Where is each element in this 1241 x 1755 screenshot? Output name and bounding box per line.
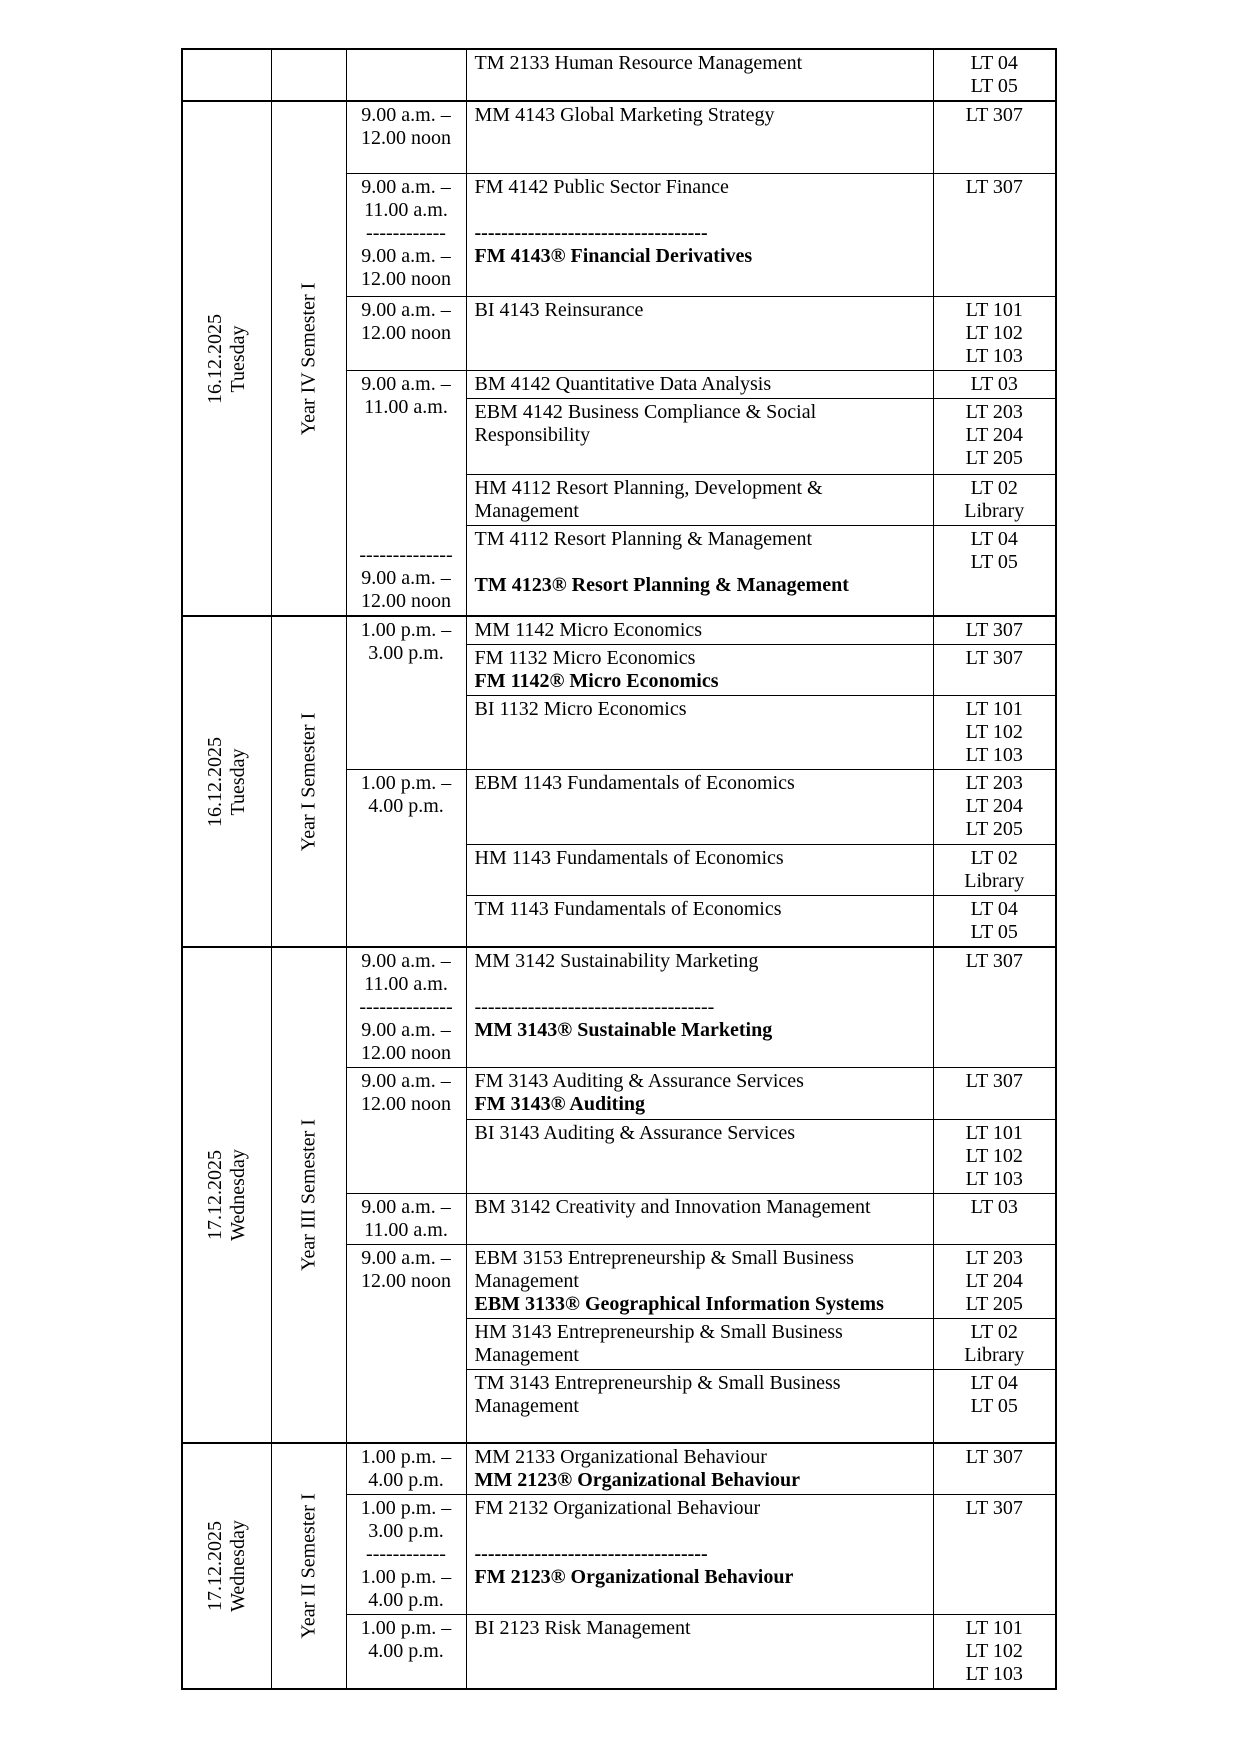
venue-cell <box>933 398 1056 474</box>
venue-line: LT 05 <box>970 550 1018 573</box>
course-line-relocated: TM 4123® Resort Planning & Management <box>474 573 849 596</box>
time-cell-empty <box>346 49 466 101</box>
venue-cell <box>933 770 1056 845</box>
time-cell <box>346 1443 466 1495</box>
venue-cell <box>933 525 1056 616</box>
venue-cell <box>933 296 1056 370</box>
blank-line <box>475 551 929 574</box>
time-line: 12.00 noon <box>361 321 451 344</box>
time-line: 11.00 a.m. <box>364 198 448 221</box>
time-line: 1.00 p.m. – <box>360 619 452 641</box>
time-line: 12.00 noon <box>361 1042 451 1064</box>
year-cell <box>271 101 346 616</box>
course-line: FM 1132 Micro Economics <box>474 647 696 669</box>
year-cell-empty <box>271 49 346 101</box>
venue-line: LT 102 <box>965 721 1023 743</box>
venue-line: LT 02 <box>970 847 1018 869</box>
venue-line: LT 05 <box>970 921 1018 943</box>
venue-cell <box>933 1194 1056 1245</box>
course-cell <box>466 398 933 474</box>
date-label: 16.12.2025 Tuesday <box>203 736 249 827</box>
course-cell <box>466 1194 933 1245</box>
course-line: MM 2133 Organizational Behaviour <box>474 1445 767 1468</box>
course-line: HM 4112 Resort Planning, Development & <box>474 476 823 499</box>
venue-line: LT 307 <box>965 950 1023 972</box>
course-line-relocated: FM 1142® Micro Economics <box>474 670 719 692</box>
venue-line: LT 04 <box>970 898 1018 920</box>
venue-line: LT 02 <box>970 1321 1018 1343</box>
course-line-relocated: EBM 3133® Geographical Information Systems <box>474 1293 884 1315</box>
course-line: HM 1143 Fundamentals of Economics <box>474 847 784 869</box>
time-line: 11.00 a.m. <box>364 1219 448 1241</box>
time-line: 3.00 p.m. <box>368 642 444 664</box>
venue-line: LT 307 <box>965 619 1023 641</box>
venue-cell <box>933 947 1056 1068</box>
course-cell <box>466 49 933 101</box>
venue-line: LT 307 <box>965 104 1023 126</box>
venue-line: LT 05 <box>970 75 1018 97</box>
venue-line: LT 04 <box>970 527 1018 550</box>
course-line: MM 3142 Sustainability Marketing <box>474 950 759 972</box>
time-line: 11.00 a.m. <box>364 395 448 418</box>
time-line: 12.00 noon <box>361 1270 451 1292</box>
course-line: BI 4143 Reinsurance <box>474 298 644 321</box>
time-cell <box>346 1068 466 1194</box>
venue-cell <box>933 1443 1056 1495</box>
time-line: 1.00 p.m. – <box>360 1616 452 1639</box>
time-cell <box>346 770 466 948</box>
time-line: 9.00 a.m. – <box>361 567 451 589</box>
venue-line: LT 101 <box>965 1616 1023 1639</box>
venue-line: LT 102 <box>965 321 1023 344</box>
time-cell <box>346 101 466 173</box>
year-label: Year III Semester I <box>297 1118 319 1271</box>
time-cell <box>346 1494 466 1614</box>
course-line: MM 1142 Micro Economics <box>474 619 703 641</box>
time-line: 1.00 p.m. – <box>360 772 452 794</box>
venue-line: LT 204 <box>965 795 1023 817</box>
venue-line: LT 307 <box>965 1070 1023 1092</box>
venue-line: LT 103 <box>965 1662 1023 1685</box>
dashed-separator: ----------------------------------- <box>474 1542 708 1565</box>
course-line: FM 4142 Public Sector Finance <box>474 175 729 198</box>
dashed-separator: -------------- <box>359 996 453 1018</box>
venue-line: Library <box>964 1344 1025 1366</box>
dashed-separator: ------------ <box>366 1542 446 1565</box>
time-cell <box>346 947 466 1068</box>
time-line: 4.00 p.m. <box>368 1588 444 1611</box>
venue-cell <box>933 645 1056 696</box>
year-label: Year II Semester I <box>297 1492 319 1639</box>
course-line-relocated: FM 4143® Financial Derivatives <box>474 244 753 267</box>
date-label: 17.12.2025 Wednesday <box>203 1148 249 1241</box>
course-line: Management <box>474 499 579 522</box>
time-line: 4.00 p.m. <box>368 1468 444 1491</box>
venue-cell <box>933 616 1056 645</box>
blank-line <box>475 1520 929 1543</box>
venue-line: LT 102 <box>965 1639 1023 1662</box>
venue-line: LT 04 <box>970 52 1018 74</box>
venue-line: LT 05 <box>970 1395 1018 1417</box>
time-line: 1.00 p.m. – <box>360 1565 452 1588</box>
time-line: 12.00 noon <box>361 127 451 149</box>
date-label: 17.12.2025 Wednesday <box>203 1519 249 1612</box>
time-line: 12.00 noon <box>361 590 451 612</box>
year-label: Year IV Semester I <box>297 282 319 435</box>
course-cell <box>466 845 933 896</box>
course-cell <box>466 770 933 845</box>
course-line: BM 4142 Quantitative Data Analysis <box>474 372 772 395</box>
venue-cell <box>933 896 1056 948</box>
venue-line: LT 03 <box>970 1196 1018 1218</box>
venue-cell <box>933 474 1056 525</box>
course-line: TM 1143 Fundamentals of Economics <box>474 898 782 920</box>
course-cell <box>466 296 933 370</box>
time-cell <box>346 616 466 770</box>
venue-line: LT 203 <box>965 772 1023 794</box>
time-line: 3.00 p.m. <box>368 1519 444 1542</box>
course-cell <box>466 1319 933 1370</box>
time-cell <box>346 1614 466 1689</box>
venue-cell <box>933 1319 1056 1370</box>
venue-line: LT 102 <box>965 1145 1023 1167</box>
course-cell <box>466 1614 933 1689</box>
date-cell <box>182 1443 271 1689</box>
course-line: Management <box>474 1270 579 1292</box>
venue-line: LT 204 <box>965 1270 1023 1292</box>
venue-line: LT 205 <box>965 446 1023 469</box>
table-row <box>182 49 1056 101</box>
course-line: BI 1132 Micro Economics <box>474 698 687 720</box>
venue-cell <box>933 173 1056 296</box>
date-cell <box>182 947 271 1443</box>
venue-line: LT 204 <box>965 423 1023 446</box>
venue-cell <box>933 101 1056 173</box>
course-cell <box>466 896 933 948</box>
course-line: TM 3143 Entrepreneurship & Small Business <box>474 1372 841 1394</box>
year-label: Year I Semester I <box>297 712 319 851</box>
dashed-separator: ----------------------------------- <box>474 221 708 244</box>
course-line: TM 4112 Resort Planning & Management <box>474 527 813 550</box>
course-cell <box>466 1245 933 1319</box>
time-line: 9.00 a.m. – <box>361 1019 451 1041</box>
table-row <box>182 616 1056 645</box>
venue-line: LT 307 <box>965 647 1023 669</box>
venue-line: LT 307 <box>965 175 1023 198</box>
course-line-relocated: FM 3143® Auditing <box>474 1093 646 1115</box>
course-cell <box>466 1120 933 1194</box>
course-line: MM 4143 Global Marketing Strategy <box>474 104 775 126</box>
course-cell <box>466 1443 933 1495</box>
time-line: 11.00 a.m. <box>364 973 448 995</box>
time-line: 12.00 noon <box>361 267 451 290</box>
year-cell <box>271 947 346 1443</box>
course-cell <box>466 696 933 770</box>
time-line: 9.00 a.m. – <box>361 298 451 321</box>
course-line: HM 3143 Entrepreneurship & Small Business <box>474 1321 843 1343</box>
course-cell <box>466 645 933 696</box>
venue-line: LT 203 <box>965 400 1023 423</box>
course-cell <box>466 1494 933 1614</box>
time-line: 12.00 noon <box>361 1093 451 1115</box>
time-line: 1.00 p.m. – <box>360 1445 452 1468</box>
course-cell <box>466 474 933 525</box>
venue-line: Library <box>964 499 1025 522</box>
venue-line: LT 205 <box>965 1293 1023 1315</box>
venue-line: LT 103 <box>965 744 1023 766</box>
venue-cell <box>933 1245 1056 1319</box>
venue-line: LT 205 <box>965 818 1023 840</box>
date-cell <box>182 616 271 947</box>
course-line: TM 2133 Human Resource Management <box>474 52 803 74</box>
course-line: BI 2123 Risk Management <box>474 1616 691 1639</box>
year-cell <box>271 616 346 947</box>
venue-line: LT 307 <box>965 1496 1023 1519</box>
course-line: BM 3142 Creativity and Innovation Management <box>474 1196 871 1218</box>
course-cell <box>466 1370 933 1443</box>
course-line: FM 3143 Auditing & Assurance Services <box>474 1070 804 1092</box>
venue-cell <box>933 1370 1056 1443</box>
venue-cell <box>933 1494 1056 1614</box>
venue-line: LT 103 <box>965 1168 1023 1190</box>
course-line: FM 2132 Organizational Behaviour <box>474 1496 761 1519</box>
table-row <box>182 1443 1056 1495</box>
venue-line: LT 307 <box>965 1445 1023 1468</box>
date-label: 16.12.2025 Tuesday <box>203 313 249 404</box>
time-line: 9.00 a.m. – <box>361 1070 451 1092</box>
venue-cell <box>933 49 1056 101</box>
venue-cell <box>933 1614 1056 1689</box>
course-line: EBM 1143 Fundamentals of Economics <box>474 772 795 794</box>
venue-cell <box>933 1068 1056 1120</box>
course-cell <box>466 101 933 173</box>
time-cell <box>346 296 466 370</box>
date-cell-empty <box>182 49 271 101</box>
time-line: 9.00 a.m. – <box>361 175 451 198</box>
exam-timetable <box>181 48 1057 1690</box>
time-line: 9.00 a.m. – <box>361 1196 451 1218</box>
time-line: 4.00 p.m. <box>368 1639 444 1662</box>
course-cell <box>466 173 933 296</box>
venue-cell <box>933 370 1056 398</box>
time-line: 9.00 a.m. – <box>361 244 451 267</box>
time-line: 9.00 a.m. – <box>361 372 451 395</box>
date-cell <box>182 101 271 616</box>
venue-line: LT 101 <box>965 298 1023 321</box>
time-line: 4.00 p.m. <box>368 795 444 817</box>
venue-line: LT 03 <box>970 372 1018 395</box>
course-line-relocated: MM 2123® Organizational Behaviour <box>474 1468 800 1491</box>
course-cell <box>466 525 933 616</box>
course-line: EBM 4142 Business Compliance & Social <box>474 400 817 423</box>
table-row <box>182 947 1056 1068</box>
venue-line: LT 02 <box>970 476 1018 499</box>
time-cell <box>346 173 466 296</box>
dashed-separator: ------------ <box>366 221 446 244</box>
course-line-relocated: FM 2123® Organizational Behaviour <box>474 1565 794 1588</box>
time-line: 9.00 a.m. – <box>361 104 451 126</box>
dashed-separator: -------------- <box>359 544 453 566</box>
course-cell <box>466 1068 933 1120</box>
year-cell <box>271 1443 346 1689</box>
time-line: 9.00 a.m. – <box>361 1247 451 1269</box>
venue-cell <box>933 696 1056 770</box>
venue-line: LT 101 <box>965 1122 1023 1144</box>
time-cell <box>346 370 466 616</box>
dashed-separator: ------------------------------------ <box>474 996 715 1018</box>
course-line: BI 3143 Auditing & Assurance Services <box>474 1122 796 1144</box>
time-bottom-block <box>347 544 466 613</box>
course-cell <box>466 947 933 1068</box>
course-cell <box>466 370 933 398</box>
venue-line: LT 103 <box>965 344 1023 367</box>
venue-cell <box>933 845 1056 896</box>
venue-line: LT 101 <box>965 698 1023 720</box>
time-cell <box>346 1194 466 1245</box>
course-line: EBM 3153 Entrepreneurship & Small Business <box>474 1247 854 1269</box>
blank-line <box>475 199 929 222</box>
venue-line: LT 203 <box>965 1247 1023 1269</box>
venue-cell <box>933 1120 1056 1194</box>
blank-line <box>475 973 929 996</box>
table-row <box>182 101 1056 173</box>
time-line: 1.00 p.m. – <box>360 1496 452 1519</box>
venue-line: LT 04 <box>970 1372 1018 1394</box>
course-line: Management <box>474 1395 579 1417</box>
time-cell <box>346 1245 466 1443</box>
course-line: Responsibility <box>474 423 591 446</box>
course-line: Management <box>474 1344 579 1366</box>
time-line: 9.00 a.m. – <box>361 950 451 972</box>
course-cell <box>466 616 933 645</box>
venue-line: Library <box>964 870 1025 892</box>
course-line-relocated: MM 3143® Sustainable Marketing <box>474 1019 773 1041</box>
